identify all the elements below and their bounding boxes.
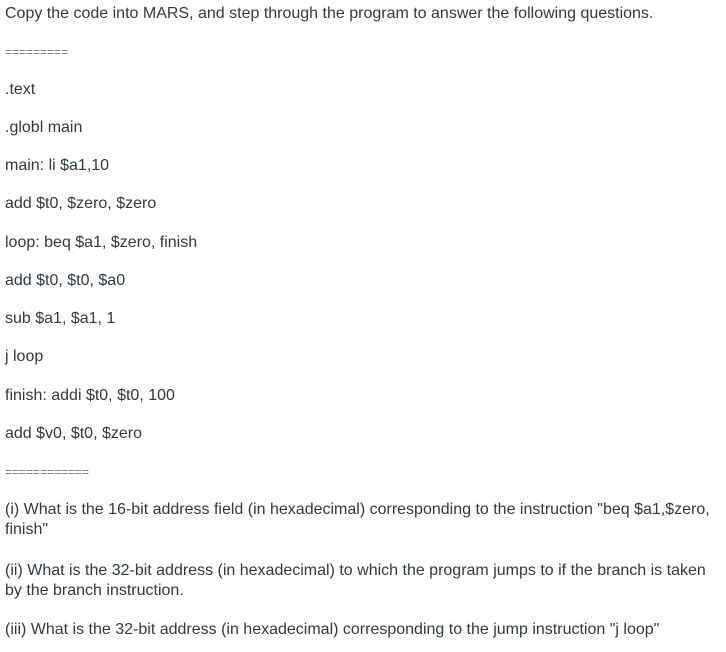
question-2: (ii) What is the 32-bit address (in hexadecimal) to which the program jumps to if the branch is taken by the branch instruction. [5,562,706,599]
code-line: .globl main [5,119,83,136]
code-line: loop: beq $a1, $zero, finish [5,234,198,251]
code-line: .text [5,81,36,98]
code-line: add $v0, $t0, $zero [5,425,142,442]
separator-top: ========= [5,45,69,59]
code-line: add $t0, $t0, $a0 [5,272,126,289]
question-1: (i) What is the 16-bit address field (in hexadecimal) corresponding to the instruction "beq $a1,$zero, finish" [5,501,710,538]
question-3: (iii) What is the 32-bit address (in hexadecimal) corresponding to the jump instruction "j loop" [5,621,660,638]
code-line: add $t0, $zero, $zero [5,195,157,212]
code-line: finish: addi $t0, $t0, 100 [5,387,175,404]
code-line: j loop [5,348,44,365]
code-line: main: li $a1,10 [5,157,110,174]
code-line: sub $a1, $a1, 1 [5,310,116,327]
separator-bottom: ============ [5,465,90,479]
intro-text: Copy the code into MARS, and step through the program to answer the following questions. [5,5,654,22]
